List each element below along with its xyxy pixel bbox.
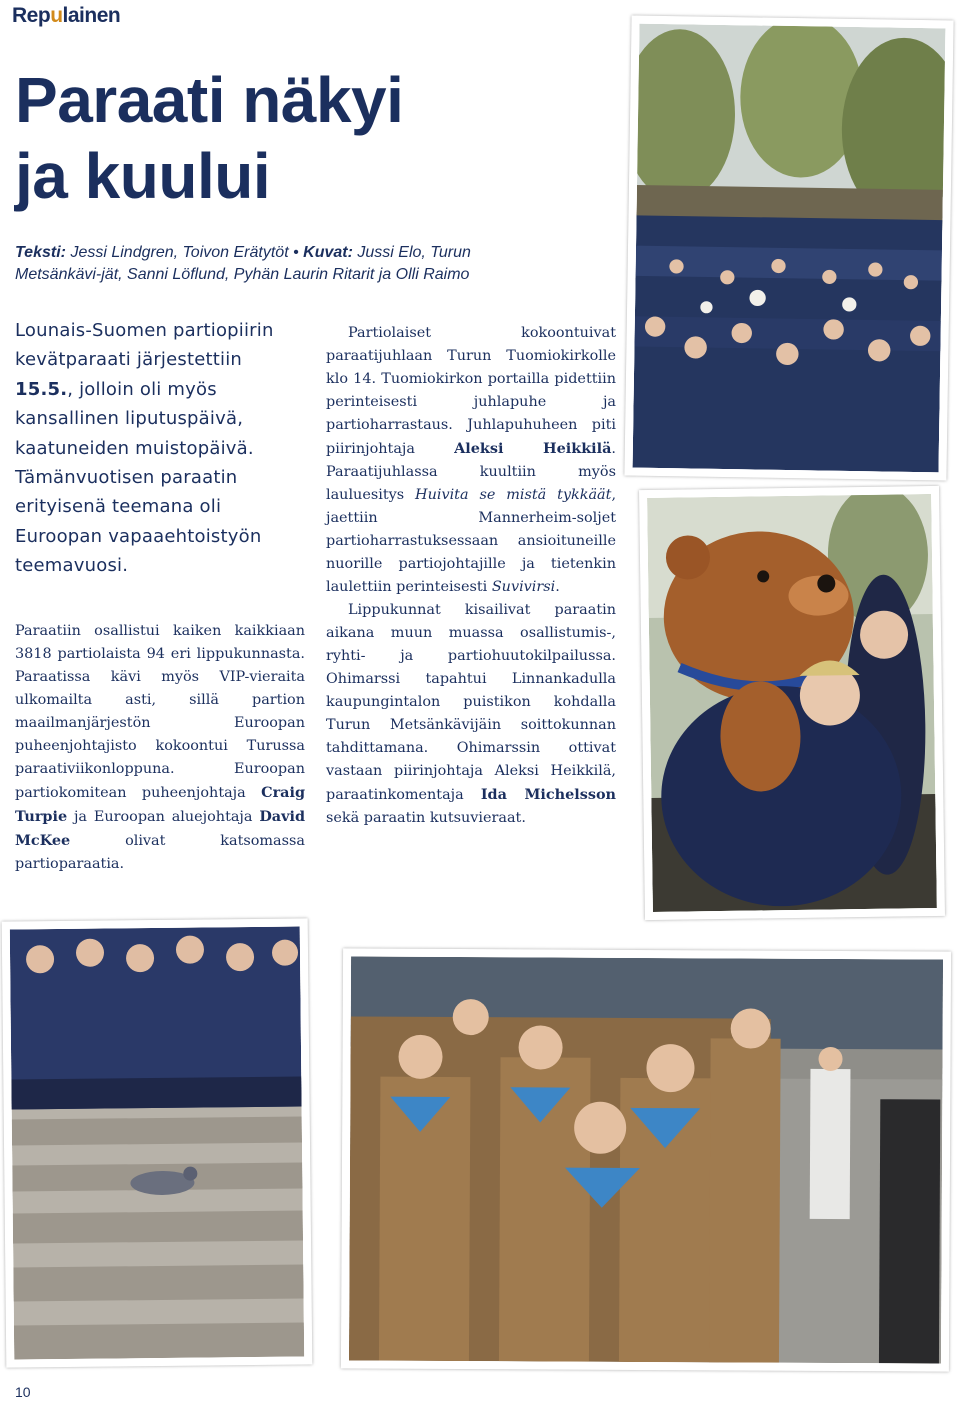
photo-cathedral-steps bbox=[2, 918, 313, 1367]
byline-separator: • bbox=[293, 244, 299, 261]
person-name: Aleksi Heikkilä bbox=[454, 440, 612, 457]
teddy-bear-illustration bbox=[647, 494, 937, 912]
body-text: sekä paraatin kutsuvieraat. bbox=[326, 810, 526, 826]
body-text: Lippukunnat kisailivat paraatin aikana muun muassa osallistumis-, ryhti- ja partiohuutokilpailussa. Ohimarssi tapahtui Linnankadulla kaupungintalon puistikon kohdalla Turun Metsänkävijäin soittokunnan tahdittamana. Ohimarssin ottivat vastaan piirinjohtaja Aleksi Heikkilä, paraatinkomentaja bbox=[326, 602, 616, 803]
logo-text-end: lainen bbox=[62, 4, 121, 27]
magazine-logo bbox=[12, 4, 120, 28]
byline-text-authors: Jessi Lindgren, Toivon Erätytöt bbox=[70, 244, 289, 261]
crowd-illustration bbox=[633, 24, 946, 473]
article-headline bbox=[15, 62, 403, 214]
marching-scouts-illustration bbox=[349, 956, 943, 1363]
body-paragraph bbox=[326, 599, 616, 830]
steps-illustration bbox=[10, 926, 304, 1359]
photo-cathedral-crowd bbox=[624, 15, 953, 480]
photo-marching-scouts bbox=[341, 948, 951, 1371]
person-name: Ida Michelsson bbox=[480, 786, 617, 803]
body-text: olivat katsomassa partioparaatia. bbox=[15, 833, 305, 872]
headline-line-1: Paraati näkyi bbox=[15, 64, 404, 136]
body-column-1 bbox=[15, 620, 305, 876]
article-byline bbox=[15, 242, 515, 286]
logo-text-start: Rep bbox=[12, 4, 51, 27]
person-name: Craig Turpie bbox=[15, 784, 306, 825]
body-text: Partiolaiset kokoontuivat paraatijuhlaan Turun Tuomiokirkolle klo 14. Tuomiokirkon portailla pidettiin perinteisesti juhlapuhe ja partioharrastaus. Juhlapuhuheen piti piirinjohtaja bbox=[326, 325, 616, 457]
body-text: . bbox=[555, 579, 560, 595]
photo-teddy-bear bbox=[639, 486, 945, 920]
lead-part-1: Lounais-Suomen partiopiirin kevätparaati järjestettiin bbox=[15, 320, 274, 371]
body-text: ja Euroopan aluejohtaja bbox=[73, 809, 253, 825]
song-title: Suvivirsi bbox=[491, 579, 556, 595]
body-text: , jaettiin Mannerheim-soljet partioharrastuksessaan ansioituneille nuorille partiojohtajille ja tietenkin laulettiin perinteisesti bbox=[326, 487, 617, 595]
body-text: Paraatiin osallistui kaiken kaikkiaan 3818 partiolaista 94 eri lippukunnasta. Paraatissa kävi myös VIP-vieraita ulkomailta asti, sillä partion maailmanjärjestön Euroopan puheenjohtajisto kokoontui Turussa paraativiikonloppuna. Euroopan partiokomitean puheenjohtaja bbox=[15, 623, 305, 801]
body-column-2 bbox=[326, 322, 616, 830]
person-name: David McKee bbox=[15, 808, 306, 849]
lead-date: 15.5. bbox=[15, 378, 68, 400]
body-paragraph bbox=[15, 620, 305, 876]
logo-emblem: u bbox=[50, 4, 63, 27]
headline-line-2: ja kuului bbox=[15, 140, 271, 212]
body-paragraph bbox=[326, 322, 616, 599]
byline-photo-label: Kuvat: bbox=[303, 244, 353, 261]
song-title: Huivita se mistä tykkäät bbox=[415, 487, 612, 503]
lead-part-2: , jolloin oli myös kansallinen liputuspäivä, kaatuneiden muistopäivä. Tämänvuotisen paraatin erityisenä teemana oli Euroopan vapaaehtoistyön teemavuosi. bbox=[15, 378, 262, 577]
byline-photo-authors: Jussi Elo, Turun Metsänkävi-jät, Sanni Löflund, Pyhän Laurin Ritarit ja Olli Raimo bbox=[15, 244, 471, 283]
byline-text-label: Teksti: bbox=[15, 244, 66, 261]
article-lead bbox=[15, 316, 295, 581]
page-number: 10 bbox=[15, 1384, 31, 1400]
body-text: . Paraatijuhlassa kuultiin myös lauluesitys bbox=[326, 441, 616, 503]
